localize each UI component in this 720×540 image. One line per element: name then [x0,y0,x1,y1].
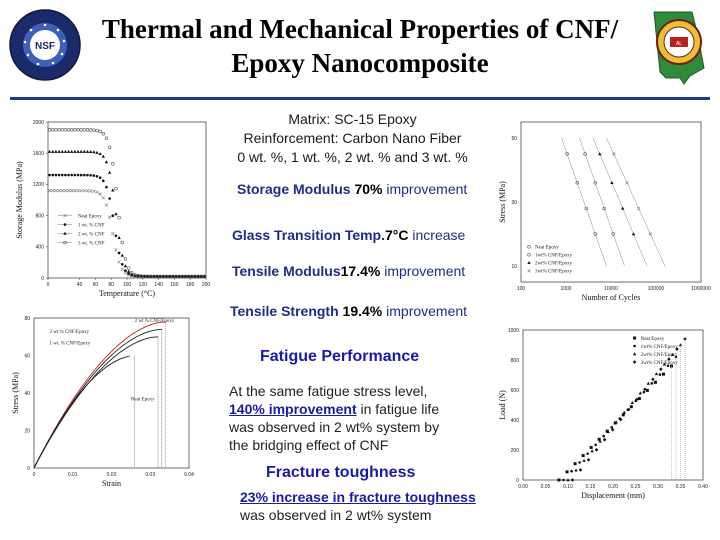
data-point [74,174,77,177]
data-point [595,448,599,452]
glass-transition-value: 7°C [385,227,409,243]
fatigue-line-3: was observed in 2 wt% system by [229,419,440,435]
data-point [124,264,127,267]
data-point [121,263,124,266]
x-tick-label: 160 [170,282,179,288]
fracture-paragraph [240,488,510,524]
x-tick-label: 0.40 [698,484,708,490]
data-point [80,174,83,177]
data-point [105,160,108,163]
data-point [574,469,577,472]
y-tick-label: 10 [511,263,517,270]
curve-annotation: Neat Epoxy [130,397,155,403]
data-point [570,470,573,473]
data-point [57,150,60,153]
legend-label: Neat Epoxy [535,245,559,251]
data-point [111,232,114,235]
y-tick-label: 40 [24,390,30,397]
data-point [73,150,76,153]
data-point [93,174,96,177]
legend-label: 1wt% CNF/Epoxy [535,253,573,259]
data-point [574,462,577,465]
fracture-highlight: 23% increase in fracture toughness [240,489,476,505]
data-point [70,150,73,153]
data-point [578,461,581,464]
nsf-logo [8,8,82,82]
data-point [51,189,54,192]
x-tick-label: 0.35 [675,484,686,490]
data-point [86,174,89,177]
data-point [80,189,83,192]
x-tick-label: 100 [122,282,132,288]
data-point [118,252,121,255]
data-point [80,128,83,131]
data-point [124,258,127,261]
title-line-1: Thermal and Mechanical Properties of CNF/ [101,14,619,44]
data-point [67,128,70,131]
data-point [51,174,54,177]
data-point [127,272,130,275]
data-point [51,150,54,153]
data-point [105,137,108,140]
x-tick-label: 1000000 [691,286,711,292]
data-point [61,128,64,131]
x-tick-label: 0.03 [145,472,156,478]
data-point [61,150,64,153]
y-tick-label: 60 [24,353,30,360]
data-point [70,189,73,192]
data-point [105,186,108,189]
data-point [111,214,114,217]
data-point [566,470,569,473]
data-point [77,128,80,131]
data-point [70,174,73,177]
y-tick-label: 200 [510,447,519,454]
fatigue-line-1: At the same fatigue stress level, [229,383,428,399]
data-point [76,150,79,153]
data-point [105,204,108,207]
data-point [102,180,105,183]
y-tick-label: 0 [516,477,519,484]
data-point [114,212,117,215]
data-point [571,478,575,482]
page-title [80,12,640,80]
storage-modulus-rest: improvement [386,181,468,197]
data-point [586,452,589,455]
data-point [655,372,658,375]
tensile-strength-result [230,302,467,320]
data-point [77,174,80,177]
data-point [89,189,92,192]
data-point [83,128,86,131]
y-tick-label: 800 [510,357,519,364]
data-point [111,162,114,165]
data-point [562,479,565,482]
data-point [48,189,51,192]
data-point [590,449,593,452]
data-point [67,150,70,153]
data-point [639,391,642,394]
fracture-line-2: was observed in 2 wt% system [240,507,432,523]
data-point [124,269,127,272]
data-point [643,391,646,394]
y-tick-label: 50 [511,135,517,142]
data-point [651,382,654,385]
data-point [118,216,121,219]
data-point [654,381,657,384]
data-point [625,181,628,184]
sn-fit-line [580,138,625,266]
data-point [77,189,80,192]
data-point [127,270,130,273]
tensile-modulus-value: 17.4% [340,263,381,279]
data-point [121,268,124,271]
data-point [96,129,99,132]
data-point [70,128,73,131]
curve-annotation: 3 wt.% CNF/Epoxy [49,330,90,335]
y-tick-label: 400 [510,417,519,424]
data-point [117,236,120,239]
legend-marker [633,337,636,340]
x-tick-label: 0.00 [518,484,528,490]
data-point [622,413,625,416]
data-point [89,129,92,132]
x-tick-label: 0 [46,282,50,288]
load-displacement-chart [493,320,715,510]
fatigue-line-2 [229,400,499,418]
data-point [610,181,613,184]
data-point [115,234,118,237]
title-divider [10,97,710,100]
data-point [55,128,58,131]
fatigue-line-4: the bridging effect of CNF [229,437,389,453]
x-tick-label: 0.02 [106,472,117,478]
y-tick-label: 0 [41,275,44,282]
legend-marker [527,261,530,264]
data-point [86,150,89,153]
legend-label: Neat Epoxy [640,336,665,342]
y-tick-label: 1600 [32,151,44,157]
data-point [632,232,635,235]
data-point [118,261,121,264]
curve-annotation: 1 wt. % CNF/Epoxy [49,341,91,347]
data-point [649,233,652,236]
x-axis-label: Number of Cycles [581,293,641,302]
data-point [61,189,64,192]
data-point [89,150,92,153]
stress-strain-svg [8,310,213,500]
data-point [594,444,597,447]
y-tick-label: 600 [510,387,519,394]
x-tick-label: 200 [201,282,211,288]
y-tick-label: 1000 [507,327,519,334]
y-tick-label: 30 [511,199,517,206]
data-point [48,174,51,177]
x-tick-label: 0.10 [563,484,573,490]
y-axis-label: Load (N) [498,390,507,420]
tensile-modulus-label: Tensile Modulus [232,263,341,279]
legend-label: Neat Epoxy [78,214,102,220]
y-tick-label: 80 [24,315,30,322]
tensile-strength-value: 19.4% [342,303,383,319]
x-tick-label: 0.01 [67,472,78,478]
legend-label: 2wt% CNF/Epoxy [535,261,573,267]
data-point [127,267,130,270]
data-point [659,373,662,376]
y-axis-label: Storage Modulus (MPa) [15,161,24,239]
data-point [121,241,124,244]
plot-frame [48,122,206,278]
x-tick-label: 1000 [560,286,572,292]
load-displacement-svg [493,320,715,510]
data-point [124,272,127,275]
y-tick-label: 0 [27,465,30,472]
data-point [598,152,601,155]
x-tick-label: 0 [32,472,36,478]
data-point [86,189,89,192]
data-point [612,153,615,156]
legend-marker [528,245,531,248]
data-point [92,129,95,132]
data-point [64,150,67,153]
storage-modulus-svg [8,110,220,310]
legend-marker [528,253,531,256]
legend-marker [64,223,67,226]
data-point [111,189,114,192]
legend-marker [633,345,636,348]
data-point [603,438,607,442]
legend-marker [633,352,636,355]
data-point [621,207,624,210]
data-point [51,128,54,131]
data-point [647,382,650,385]
data-point [98,152,101,155]
svg-text:NSF: NSF [35,41,55,52]
data-point [662,373,665,376]
data-point [55,174,58,177]
storage-modulus-value: 70% [354,181,383,197]
data-point [582,459,585,462]
data-point [83,189,86,192]
y-tick-label: 400 [35,244,44,251]
data-point [579,468,583,472]
title-line-2: Epoxy Nanocomposite [231,48,489,78]
fatigue-line-2-rest: in fatigue life [356,401,440,417]
data-point [99,193,102,196]
legend-label: 3wt% CNF/Epoxy [535,269,573,275]
storage-modulus-chart [8,110,220,310]
sn-fit-line [593,138,647,266]
x-axis-label: Temperature (°C) [98,289,156,298]
data-point [54,150,57,153]
legend-label: 3wt% CNF/Epoxy [640,360,678,366]
stress-strain-curve [34,356,130,468]
storage-modulus-label: Storage Modulus [237,181,351,197]
data-point [54,189,57,192]
fatigue-highlight: 140% improvement [229,401,357,417]
x-axis-label: Strain [101,479,122,488]
data-point [102,196,105,199]
data-point [95,151,98,154]
legend-label: 1 wt. % CNF [78,223,105,229]
data-point [108,171,111,174]
y-tick-label: 20 [24,428,30,435]
data-point [637,207,640,210]
data-point [89,174,92,177]
sn-fit-line [562,138,607,266]
x-tick-label: 0.30 [653,484,663,490]
y-axis-label: Stress (MPa) [11,372,20,414]
data-point [590,446,593,449]
data-point [86,128,89,131]
data-point [61,174,64,177]
matrix-description [205,110,500,167]
x-tick-label: 140 [154,282,163,288]
x-tick-label: 60 [92,282,99,288]
data-point [102,132,105,135]
legend-label: 2wt% CNF/Epoxy [640,352,678,358]
data-point [48,150,51,153]
x-tick-label: 0.20 [608,484,618,490]
x-tick-label: 0.25 [630,484,641,490]
data-point [659,367,663,371]
reinforcement-line: Reinforcement: Carbon Nano Fiber [243,130,462,146]
data-point [64,189,67,192]
tensile-modulus-result [232,262,465,280]
data-point [558,479,561,482]
x-tick-label: 40 [76,282,83,288]
data-point [99,176,102,179]
x-tick-label: 10000 [604,286,618,292]
data-point [64,128,67,131]
glass-transition-result [232,226,465,244]
data-point [73,189,76,192]
data-point [121,254,124,257]
y-tick-label: 2000 [32,119,44,126]
x-tick-label: 0.05 [540,484,551,490]
glass-transition-label: Glass Transition Temp. [232,227,386,243]
data-point [92,150,95,153]
svg-text:AL: AL [675,41,683,47]
x-tick-label: 180 [186,282,195,288]
fatigue-sn-chart [493,112,715,300]
data-point [83,174,86,177]
state-seal-logo [646,6,712,86]
matrix-line: Matrix: SC-15 Epoxy [288,111,417,127]
glass-transition-rest: increase [412,227,466,243]
data-point [67,189,70,192]
data-point [48,128,51,131]
legend-marker [528,269,531,272]
data-point [108,146,111,149]
tensile-strength-label: Tensile Strength [230,303,339,319]
legend-label: 2 wt. % CNF [78,232,105,238]
y-axis-label: Stress (MPa) [498,181,507,223]
data-point [115,187,118,190]
x-tick-label: 120 [138,282,147,288]
data-point [651,377,655,381]
stress-strain-chart [8,310,213,500]
fatigue-paragraph [229,382,499,454]
x-tick-label: 0.04 [184,472,194,478]
x-tick-label: 100000 [647,286,665,292]
data-point [79,150,82,153]
data-point [99,130,102,133]
data-point [631,401,634,404]
fatigue-sn-svg [493,112,715,300]
y-tick-label: 800 [35,213,44,220]
x-tick-label: 80 [108,282,114,288]
x-axis-label: Displacement (mm) [581,491,645,500]
tensile-strength-rest: improvement [386,303,468,319]
data-point [58,189,61,192]
data-point [58,128,61,131]
storage-modulus-result [237,180,467,198]
data-point [114,248,117,251]
data-point [64,174,67,177]
curve-annotation: 2 wt.% CNF/Epoxy [134,318,175,324]
sn-fit-line [607,138,666,266]
data-point [630,405,633,408]
x-tick-label: 0.15 [585,484,596,490]
tensile-modulus-rest: improvement [384,263,466,279]
data-point [108,197,111,200]
fatigue-heading: Fatigue Performance [260,348,420,365]
data-point [587,458,591,462]
data-point [108,216,111,219]
data-point [92,190,95,193]
data-point [602,435,605,438]
data-point [58,174,61,177]
data-point [95,191,98,194]
data-point [623,411,626,414]
data-point [102,155,105,158]
data-point [67,174,70,177]
fracture-heading: Fracture toughness [266,464,416,481]
loading-line: 0 wt. %, 1 wt. %, 2 wt. % and 3 wt. % [237,149,468,165]
legend-marker [633,360,637,364]
x-tick-label: 100 [516,286,526,292]
y-tick-label: 1200 [32,182,44,189]
data-point [582,454,585,457]
data-point [73,128,76,131]
legend-label: 1wt% CNF/Epoxy [640,344,678,350]
legend-label: 3 wt. % CNF [78,241,105,247]
legend-marker [63,232,66,235]
data-point [83,150,86,153]
data-point [96,175,99,178]
